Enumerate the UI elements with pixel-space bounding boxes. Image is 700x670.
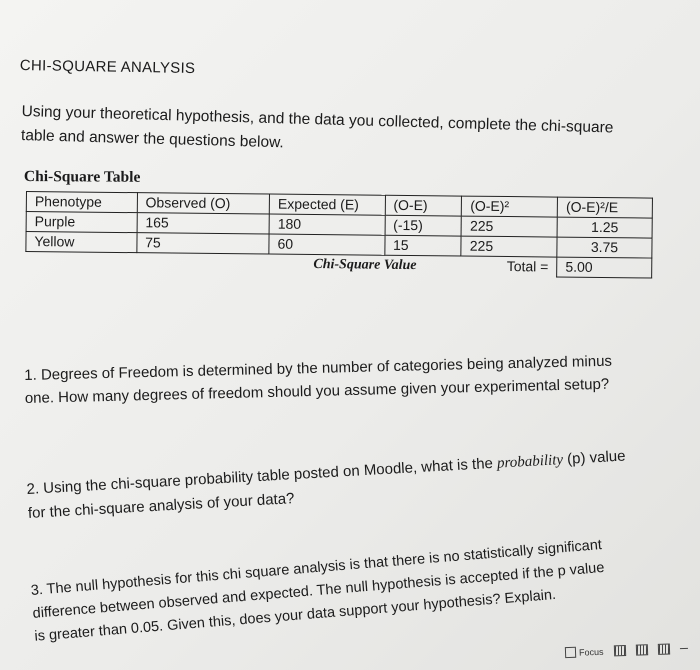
cell-o-minus-e-squared: 225	[461, 216, 557, 237]
focus-icon	[565, 647, 576, 658]
cell-phenotype: Yellow	[26, 232, 137, 253]
question-1: 1. Degrees of Freedom is determined by the number of categories being analyzed minus one. How many degrees of freedom should you assume given your experimental setup?	[24, 352, 613, 407]
cell-expected: 180	[269, 214, 385, 235]
cell-o-minus-e-squared: 225	[461, 236, 557, 257]
web-layout-icon[interactable]	[658, 643, 670, 654]
header-o-minus-e: (O-E)	[385, 195, 462, 216]
question-2-rest: (p) value for the chi-square analysis of your data?	[27, 447, 626, 522]
cell-o-minus-e: 15	[384, 235, 461, 256]
status-bar	[565, 643, 688, 658]
cell-expected: 60	[269, 234, 385, 255]
chi-square-value-label: Chi-Square Value	[313, 257, 417, 274]
question-3: 3. The null hypothesis for this chi square analysis is that there is no statistically significant difference between observed and expected. The null hypothesis is accepted if the p value is greater than 0.05. Given this, does your data support your hypothesis? Explain.	[30, 537, 605, 645]
header-chi-component: (O-E)²/E	[557, 197, 652, 218]
cell-observed: 75	[137, 233, 270, 254]
read-mode-icon[interactable]	[614, 645, 626, 656]
header-phenotype: Phenotype	[26, 192, 137, 213]
question-2-text: 2. Using the chi-square probability table posted on Moodle, what is the	[26, 454, 498, 498]
blank-cell	[26, 252, 137, 273]
total-label: Total =	[506, 258, 549, 275]
zoom-out-icon[interactable]	[680, 648, 688, 649]
print-layout-icon[interactable]	[636, 644, 648, 655]
focus-label: Focus	[579, 646, 605, 658]
question-2-emphasis: probability	[496, 452, 564, 472]
cell-chi-component: 3.75	[557, 237, 652, 258]
header-observed: Observed (O)	[137, 193, 270, 214]
header-o-minus-e-squared: (O-E)²	[462, 196, 558, 217]
table-title: Chi-Square Table	[23, 168, 141, 186]
total-value: 5.00	[557, 257, 652, 278]
chi-square-table	[25, 191, 653, 279]
question-2	[26, 445, 628, 525]
header-expected: Expected (E)	[269, 194, 385, 215]
cell-o-minus-e: (-15)	[385, 215, 462, 236]
page-title: CHI-SQUARE ANALYSIS	[19, 57, 196, 78]
blank-cell	[136, 253, 269, 274]
cell-observed: 165	[137, 213, 270, 234]
focus-button[interactable]	[565, 646, 604, 658]
intro-paragraph: Using your theoretical hypothesis, and the data you collected, complete the chi-square table and answer the questions below.	[20, 102, 614, 152]
cell-chi-component: 1.25	[557, 217, 652, 238]
cell-phenotype: Purple	[26, 212, 137, 233]
